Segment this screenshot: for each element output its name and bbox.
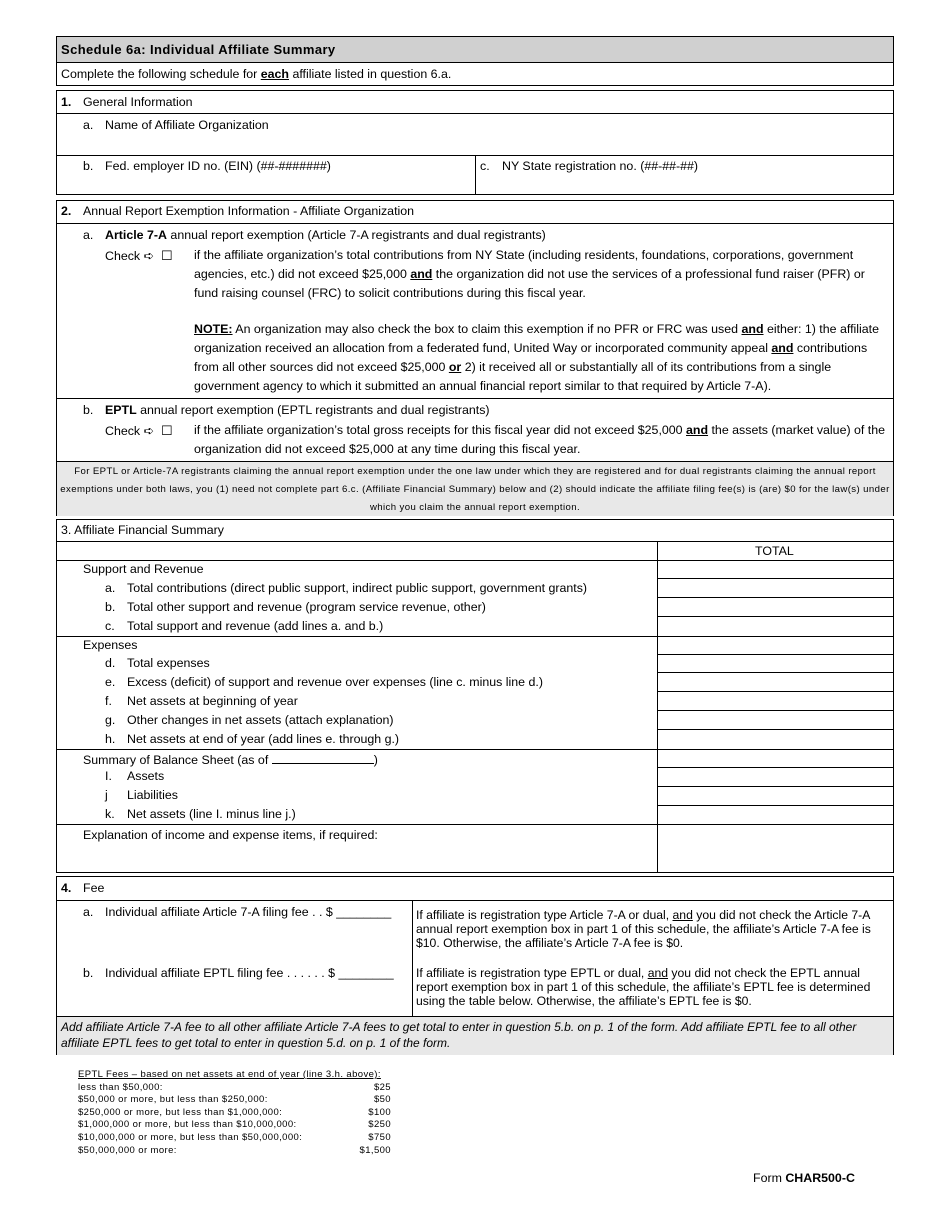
line-j-total-field[interactable] <box>658 787 893 805</box>
section2-b-letter: b. <box>83 403 94 417</box>
section4-divider <box>56 900 894 901</box>
ein-label: Fed. employer ID no. (EIN) (##-#######) <box>105 159 331 173</box>
section4-number: 4. <box>61 881 72 895</box>
section2-divider <box>56 223 894 224</box>
row-line <box>56 824 894 825</box>
line-b-total-field[interactable] <box>658 598 893 616</box>
line-f-total-field[interactable] <box>658 692 893 710</box>
line-f-letter: f. <box>105 694 112 708</box>
line-h-label: Net assets at end of year (add lines e. through g.) <box>127 732 400 746</box>
section4-footer: Add affiliate Article 7-A fee to all other affiliate Article 7-A fees to get total to enter in question 5.b. on p. 1 of the form. Add affiliate EPTL fee to all other affiliate EPTL fees to get total to enter in question 5.d. on p. 1 of the form. <box>61 1020 857 1050</box>
line-d-total-field[interactable] <box>658 655 893 672</box>
eptl-fee-row: $10,000,000 or more, but less than $50,000,000: $750 <box>78 1131 391 1143</box>
eptl-exemption-title: EPTL annual report exemption (EPTL registrants and dual registrants) <box>105 403 490 417</box>
article7a-exemption-text: if the affiliate organization’s total contributions from NY State (including residents, foundations, corporations, government agencies, etc.) did not exceed $25,000 and the organization did not use the services of a professional fund raiser (PFR) or fund raising counsel (FRC) to solicit contributions during this fiscal year. <box>194 248 865 300</box>
article7a-fee-note: If affiliate is registration type Article 7-A or dual, and you did not check the Article 7-A annual report exemption box in part 1 of this schedule, the affiliate’s Article 7-A fee is $10. Otherwise, the affiliate’s Article 7-A fee is $0. <box>416 908 871 950</box>
line-g-letter: g. <box>105 713 116 727</box>
arrow-right-icon: ➪ <box>143 249 154 263</box>
line-b-letter: b. <box>105 600 116 614</box>
row-line <box>56 636 894 637</box>
line-a-total-field[interactable] <box>658 579 893 597</box>
expenses-header: Expenses <box>83 638 138 652</box>
line-a-label: Total contributions (direct public support, indirect public support, government grants) <box>127 581 588 595</box>
affiliate-name-label: Name of Affiliate Organization <box>105 118 269 132</box>
schedule-header <box>56 36 894 63</box>
balance-sheet-date-field[interactable] <box>272 751 374 764</box>
article7a-fee-field[interactable]: Individual affiliate Article 7-A filing fee . . $ ________ <box>105 905 392 919</box>
schedule-title: Schedule 6a: Individual Affiliate Summary <box>61 42 336 57</box>
line-d-label: Total expenses <box>127 656 210 670</box>
section4-title: Fee <box>83 881 105 895</box>
line-k-label: Net assets (line I. minus line j.) <box>127 807 296 821</box>
eptl-fee-field[interactable]: Individual affiliate EPTL filing fee . . . . . . $ ________ <box>105 966 394 980</box>
section1-column-divider <box>475 155 476 195</box>
section2-footnote: For EPTL or Article-7A registrants claiming the annual report exemption under the one law under which they are registered and for dual registrants claiming the annual report exemptions under both laws, you (1) need not complete part 6.c. (Affiliate Financial Summary) below and (2) should indicate the affiliate filing fee(s) is (are) $0 for the law(s) under which you claim the annual report exemption. <box>60 466 890 513</box>
line-b-label: Total other support and revenue (program service revenue, other) <box>127 600 486 614</box>
section2-number: 2. <box>61 204 72 218</box>
section1-a-letter: a. <box>83 118 94 132</box>
line-e-label: Excess (deficit) of support and revenue over expenses (line c. minus line d.) <box>127 675 543 689</box>
article7a-note: NOTE: An organization may also check the box to claim this exemption if no PFR or FRC was used and either: 1) the affiliate organization received an allocation from a federated fund, United Way or incorporated community appeal and contributions from all other sources did not exceed $25,000 or 2) it received all or substantially all of its contributions from a single government agency to which it submitted an annual financial report similar to that required by Article 7-A). <box>194 322 880 393</box>
arrow-right-icon: ➪ <box>143 424 154 438</box>
section4-b-letter: b. <box>83 966 94 980</box>
eptl-fee-row: less than $50,000: $25 <box>78 1081 391 1093</box>
line-i-label: Assets <box>127 769 165 783</box>
line-a-letter: a. <box>105 581 116 595</box>
balance-sheet-header: Summary of Balance Sheet (as of ) <box>83 753 378 767</box>
article7a-exemption-title: Article 7-A annual report exemption (Article 7-A registrants and dual registrants) <box>105 228 546 242</box>
line-c-total-field[interactable] <box>658 617 893 636</box>
line-e-letter: e. <box>105 675 116 689</box>
section2-title: Annual Report Exemption Information - Affiliate Organization <box>83 204 415 218</box>
schedule-instruction: Complete the following schedule for each affiliate listed in question 6.a. <box>61 67 452 81</box>
section3-title: 3. Affiliate Financial Summary <box>61 523 224 537</box>
eptl-fee-header: EPTL Fees – based on net assets at end of year (line 3.h. above): <box>78 1069 381 1080</box>
eptl-fee-row: $250,000 or more, but less than $1,000,000: $100 <box>78 1106 391 1118</box>
line-k-total-field[interactable] <box>658 806 893 824</box>
eptl-fee-row: $50,000 or more, but less than $250,000: $50 <box>78 1094 391 1106</box>
eptl-fee-row: $1,000,000 or more, but less than $10,000,000: $250 <box>78 1119 391 1131</box>
section2-divider-2 <box>56 398 894 399</box>
line-g-label: Other changes in net assets (attach explanation) <box>127 713 394 727</box>
section1-number: 1. <box>61 95 72 109</box>
eptl-fee-note: If affiliate is registration type EPTL or dual, and you did not check the EPTL annual report exemption box in part 1 of this schedule, the affiliate’s EPTL fee is determined using the table below. Otherwise, the affiliate’s EPTL fee is $0. <box>416 966 871 1008</box>
article7a-check-label: Check ➪ <box>105 249 154 263</box>
eptl-exemption-text: if the affiliate organization’s total gross receipts for this fiscal year did not exceed $25,000 and the assets (market value) of the organization did not exceed $25,000 at any time during this fiscal year. <box>194 423 886 456</box>
section3-divider <box>56 541 894 542</box>
schedule-instruction-row <box>56 62 894 86</box>
ny-registration-label: NY State registration no. (##-##-##) <box>502 159 699 173</box>
section4-a-letter: a. <box>83 905 94 919</box>
support-revenue-header: Support and Revenue <box>83 562 204 576</box>
section2-a-letter: a. <box>83 228 94 242</box>
form-identifier: Form CHAR500-C <box>753 1171 855 1185</box>
section1-c-letter: c. <box>480 159 490 173</box>
eptl-fee-table <box>78 1069 391 1157</box>
article7a-checkbox[interactable]: ☐ <box>161 248 173 263</box>
line-j-label: Liabilities <box>127 788 178 802</box>
line-c-letter: c. <box>105 619 115 633</box>
eptl-checkbox[interactable]: ☐ <box>161 423 173 438</box>
line-g-total-field[interactable] <box>658 711 893 729</box>
total-header: TOTAL <box>755 544 794 558</box>
line-f-label: Net assets at beginning of year <box>127 694 298 708</box>
line-k-letter: k. <box>105 807 115 821</box>
line-d-letter: d. <box>105 656 116 670</box>
section4-column-divider <box>412 900 413 1016</box>
line-e-total-field[interactable] <box>658 673 893 691</box>
line-i-total-field[interactable] <box>658 768 893 786</box>
explanation-label: Explanation of income and expense items, if required: <box>83 828 378 842</box>
section3-header-divider <box>56 560 894 561</box>
line-h-total-field[interactable] <box>658 730 893 749</box>
explanation-field[interactable] <box>57 845 656 872</box>
eptl-check-label: Check ➪ <box>105 424 154 438</box>
section1-b-letter: b. <box>83 159 94 173</box>
section1-title: General Information <box>83 95 193 109</box>
line-i-letter: I. <box>105 769 112 783</box>
line-c-label: Total support and revenue (add lines a. and b.) <box>127 619 384 633</box>
row-line <box>56 749 894 750</box>
section1-divider <box>56 113 894 114</box>
line-j-letter: j <box>105 788 108 802</box>
line-h-letter: h. <box>105 732 116 746</box>
eptl-fee-row: $50,000,000 or more: $1,500 <box>78 1144 391 1156</box>
